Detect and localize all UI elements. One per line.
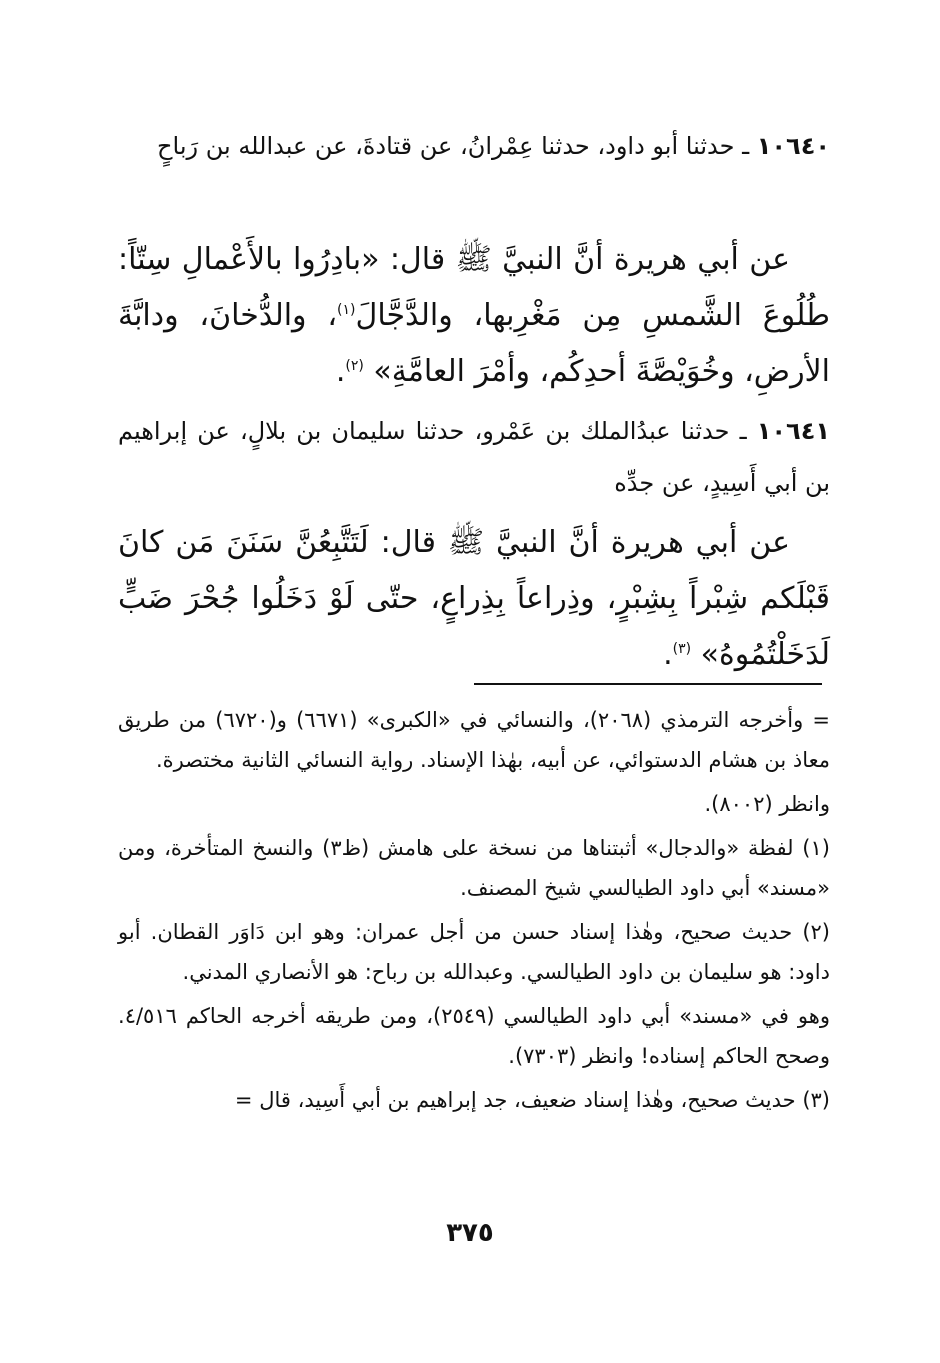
- footnote-see-also: وانظر (٨٠٠٢).: [704, 792, 830, 816]
- hadith-number: ١٠٦٤١: [756, 417, 830, 445]
- hadith-10641-matn: [118, 515, 830, 683]
- footnote-divider: [474, 683, 822, 685]
- footnote-ref[interactable]: (٣): [672, 641, 692, 657]
- hadith-10641-isnad: [118, 405, 830, 509]
- hadith-number: ١٠٦٤٠: [756, 132, 830, 160]
- dash-separator: ـ: [729, 417, 757, 445]
- footnotes-section: [118, 700, 830, 1124]
- matn-end: .: [335, 354, 346, 389]
- footnote-3: (٣) حديث صحيح، وهٰذا إسناد ضعيف، جد إبراهيم بن أبي أَسِيد، قال =: [234, 1088, 830, 1112]
- footnote-ref[interactable]: (٢): [345, 358, 364, 374]
- matn-text: ، والدُّخانَ، ودابَّةَ الأرضِ، وخُوَيْصَّةَ أحدِكُم، وأمْرَ العامَّةِ»: [118, 298, 830, 389]
- dash-separator: ـ: [734, 132, 757, 160]
- footnote-1: (١) لفظة «والدجال» أثبتناها من نسخة على هامش (ظ٣) والنسخ المتأخرة، ومن «مسند» أبي داود الطيالسي شيخ المصنف.: [118, 836, 830, 900]
- page-number: ٣٧٥: [446, 1218, 494, 1248]
- isnad-text: حدثنا أبو داود، حدثنا عِمْرانُ، عن قتادةَ، عن عبدالله بن رَباحٍ: [157, 132, 735, 160]
- matn-text: عن أبي هريرة أنَّ النبيَّ ﷺ قال: «بادِرُوا بالأَعْمالِ سِتّاً: طُلُوعَ الشَّمسِ مِن مَغْرِبها، والدَّجَّالَ: [118, 242, 831, 333]
- matn-text: عن أبي هريرة أنَّ النبيَّ ﷺ قال: لَتَتَّبِعُنَّ سَنَنَ مَن كانَ قَبْلَكم شِبْراً بِشِبْرٍ، وذِراعاً بِذِراعٍ، حتّى لَوْ دَخَلُوا جُحْرَ ضَبٍّ لَدَخَلْتُمُوهُ»: [118, 525, 830, 672]
- isnad-text: حدثنا عبدُالملك بن عَمْرو، حدثنا سليمان بن بلالٍ، عن إبراهيم بن أبي أَسِيدٍ، عن جدِّه: [118, 417, 830, 497]
- hadith-10640-matn: [118, 232, 830, 400]
- footnote-2-continued: وهو في «مسند» أبي داود الطيالسي (٢٥٤٩)، ومن طريقه أخرجه الحاكم ٤/٥١٦. وصحح الحاكم إسناده! وانظر (٧٣٠٣).: [118, 1004, 830, 1068]
- footnote-continuation: = وأخرجه الترمذي (٢٠٦٨)، والنسائي في «الكبرى» (٦٦٧١) و(٦٧٢٠) من طريق معاذ بن هشام الدستوائي، عن أبيه، بهٰذا الإسناد. رواية النسائي الثانية مختصرة.: [118, 708, 831, 772]
- matn-end: .: [663, 637, 673, 672]
- hadith-10640-isnad: [118, 120, 830, 172]
- footnote-ref[interactable]: (١): [337, 302, 356, 318]
- footnote-2: (٢) حديث صحيح، وهٰذا إسناد حسن من أجل عمران: وهو ابن دَاوَر القطان. أبو داود: هو سليمان بن داود الطيالسي. وعبدالله بن رباح: هو الأنصاري المدني.: [118, 920, 830, 984]
